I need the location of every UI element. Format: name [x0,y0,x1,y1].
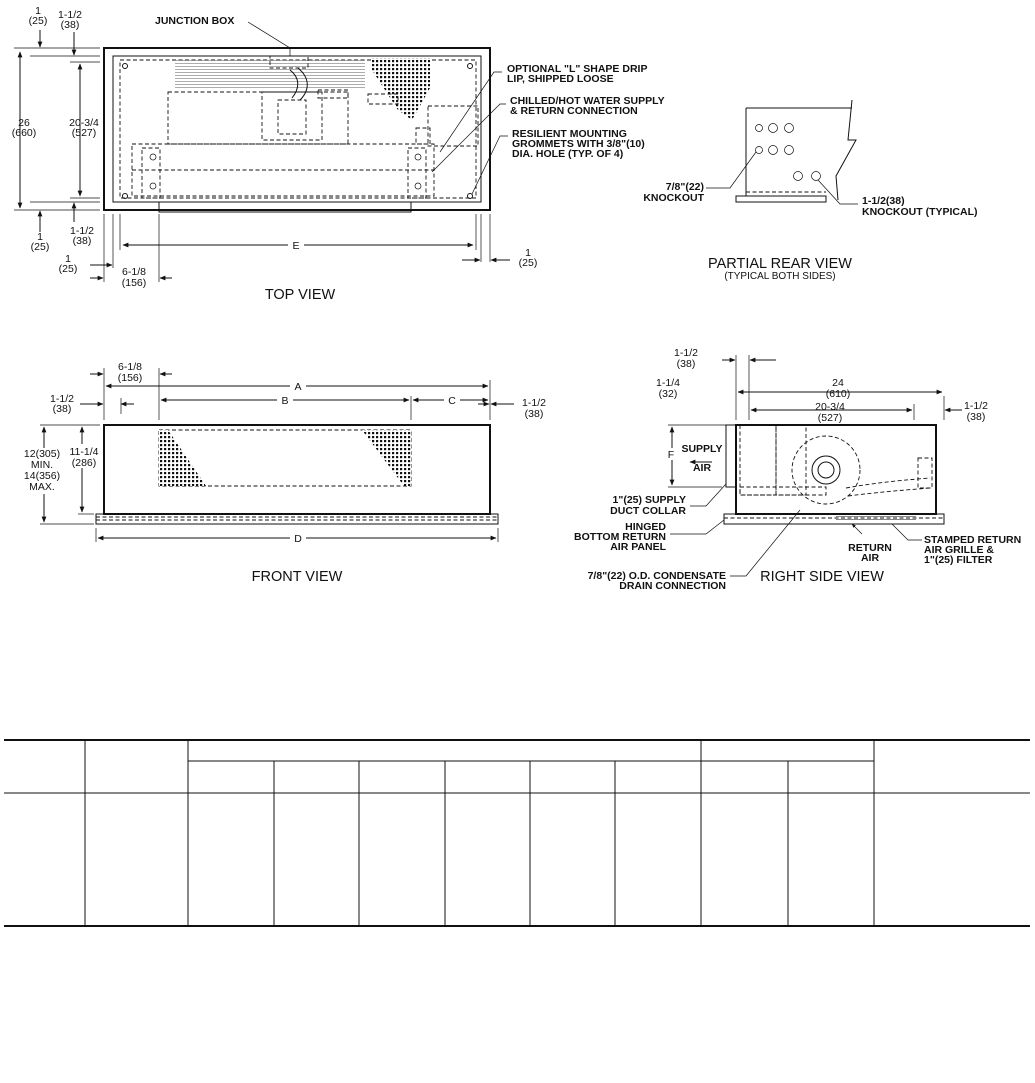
grille [159,430,206,486]
return-grille-label: 1"(25) FILTER [924,554,993,566]
dim-label: (38) [966,411,986,423]
dim-label: (156) [121,277,147,289]
front-view [24,361,546,585]
knockout-small-label: KNOCKOUT [643,192,704,204]
hinged-panel-label: BOTTOM RETURN [574,531,666,543]
dim-label: 1 [65,253,71,265]
grille [362,430,411,486]
fan-grille [372,58,430,120]
dim-label: (32) [658,388,678,400]
dim-label: (25) [518,257,538,269]
dim-label: (660) [11,127,37,139]
supply-duct-collar [726,425,736,487]
return-air-grille [836,516,916,522]
dim-label: 1-1/2 [674,347,698,359]
return-grille-label: AIR GRILLE & [924,544,994,556]
knockout-small-label: 7/8"(22) [665,181,704,193]
knockout-large-label: KNOCKOUT (TYPICAL) [862,206,978,218]
supply-air-label: SUPPLY [681,443,723,455]
dim-label: A [294,381,302,393]
dim-label: (527) [71,127,97,139]
dim-label: 1-1/4 [656,377,680,389]
dimension-table [4,740,1030,926]
dim-label: 1 [37,231,43,243]
dim-label: (38) [60,19,80,31]
dim-label: F [667,449,675,461]
dim-label: MIN. [30,459,54,471]
return-air-label: AIR [860,552,880,564]
dim-label: 14(356) [23,470,61,482]
dim-label: 6-1/8 [118,361,142,373]
dim-label: 11-1/4 [69,446,99,458]
dim-label: 26 [18,117,30,129]
mounting-grommet [468,64,473,69]
grommet-label: DIA. HOLE (TYP. OF 4) [512,148,624,160]
dim-label: 1 [35,5,41,17]
water-connection-label: CHILLED/HOT WATER SUPPLY [510,95,665,107]
supply-air-label: AIR [692,462,712,474]
dim-label: (610) [825,388,851,400]
dim-label: (38) [676,358,696,370]
drip-lip-label: OPTIONAL "L" SHAPE DRIP [507,63,648,75]
dim-label: 1-1/2 [964,400,988,412]
duct-collar-label: 1"(25) SUPPLY [612,494,686,506]
dim-label: 20-3/4 [69,117,99,129]
front-view-title: FRONT VIEW [251,569,343,585]
top-view-title: TOP VIEW [264,287,336,303]
drain-label: DRAIN CONNECTION [619,580,726,592]
knockout-large-label: 1-1/2(38) [862,195,905,207]
dim-label: (527) [817,412,843,424]
drip-lip-label: LIP, SHIPPED LOOSE [507,73,614,85]
hinged-panel-label: HINGED [625,521,666,533]
return-grille-label: STAMPED RETURN [924,534,1022,546]
duct-collar-label: DUCT COLLAR [610,505,686,517]
dim-label: 1-1/2 [70,225,94,237]
dim-label: (38) [72,235,92,247]
dim-label: (156) [117,372,143,384]
water-connection-label: & RETURN CONNECTION [510,105,638,117]
partial-rear-view [643,100,977,282]
dim-label: 24 [832,377,844,389]
dim-label: 1 [525,247,531,259]
dim-label: MAX. [29,481,55,493]
dim-label: C [448,395,456,407]
dim-label: 1-1/2 [522,397,546,409]
side-view-outline [736,425,936,514]
dim-label: D [294,533,302,545]
rear-view-title: PARTIAL REAR VIEW [708,256,852,272]
grommet-label: RESILIENT MOUNTING [512,128,627,140]
dim-label: (286) [71,457,97,469]
right-side-view [574,347,1021,592]
dim-label: 20-3/4 [815,401,845,413]
dim-label: 12(305) [23,448,61,460]
mounting-grommet [468,194,473,199]
dim-label: 1-1/2 [50,393,74,405]
dim-label: (38) [524,408,544,420]
dim-label: E [292,240,300,252]
rear-view-subtitle: (TYPICAL BOTH SIDES) [724,271,836,282]
drain-label: 7/8"(22) O.D. CONDENSATE [587,570,726,582]
dim-label: (25) [28,15,48,27]
return-air-label: RETURN [848,542,892,554]
side-view-title: RIGHT SIDE VIEW [760,569,884,585]
mounting-grommet [123,64,128,69]
dim-label: B [281,395,289,407]
junction-box-label: JUNCTION BOX [155,15,235,27]
dim-label: (25) [58,263,78,275]
knockouts [756,124,821,181]
top-view [12,5,665,303]
hinged-panel-label: AIR PANEL [610,541,666,553]
dim-label: 1-1/2 [58,9,82,21]
dim-label: 6-1/8 [122,266,146,278]
dim-label: (25) [30,241,50,253]
dim-label: (38) [52,403,72,415]
grommet-label: GROMMETS WITH 3/8"(10) [512,138,645,150]
